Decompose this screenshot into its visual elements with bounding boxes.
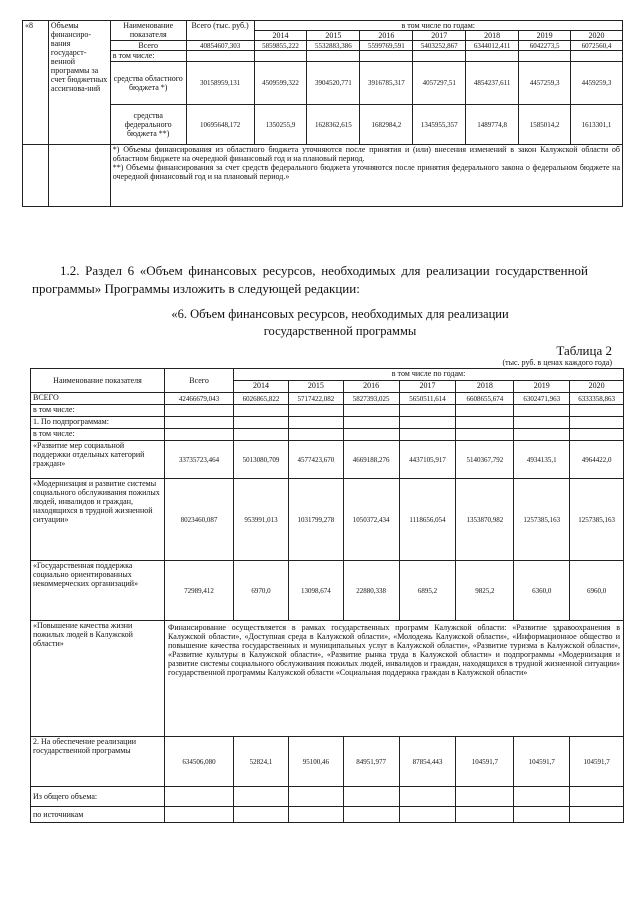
cell-value: 104591,7 xyxy=(570,737,624,787)
year-header: 2017 xyxy=(399,381,456,393)
year-header: 2016 xyxy=(360,31,413,41)
year-header: 2017 xyxy=(413,31,466,41)
cell-value: 6360,0 xyxy=(514,561,570,621)
cell-value: 6302471,963 xyxy=(514,393,570,405)
table-row xyxy=(31,621,624,737)
table-row xyxy=(31,393,624,405)
cell-value: 5717422,082 xyxy=(288,393,343,405)
cell-value: 5013080,709 xyxy=(234,441,289,479)
cell-value: 5140367,792 xyxy=(456,441,514,479)
amendment-paragraph: 1.2. Раздел 6 «Объем финансовых ресурсов, необходимых для реализации государственной программы» Программы изложить в следующей редакции: xyxy=(32,263,588,296)
cell-value: 95100,46 xyxy=(288,737,343,787)
table-row xyxy=(31,429,624,441)
year-header: 2019 xyxy=(519,31,571,41)
cell-value: 4964422,0 xyxy=(570,441,624,479)
table-row xyxy=(31,737,624,787)
row-label: Всего xyxy=(110,41,186,51)
cell-value: 87854,443 xyxy=(399,737,456,787)
cell-value: 52824,1 xyxy=(234,737,289,787)
row-label: в том числе: xyxy=(31,405,165,417)
table-row xyxy=(23,51,623,62)
cell-total: 40854607,303 xyxy=(186,41,254,51)
year-header: 2018 xyxy=(466,31,519,41)
cell-value: 1050372,434 xyxy=(343,479,399,561)
cell-value: 104591,7 xyxy=(514,737,570,787)
cell-value: 1585014,2 xyxy=(519,105,571,145)
financing-summary-table xyxy=(22,20,623,207)
cell-value: 104591,7 xyxy=(456,737,514,787)
row-label: 1. По подпрограммам: xyxy=(31,417,165,429)
cell-value: 6895,2 xyxy=(399,561,456,621)
cell-value: 4669188,276 xyxy=(343,441,399,479)
year-header: 2019 xyxy=(514,381,570,393)
header-indicator-name: Наименование показателя xyxy=(110,21,186,41)
cell-value: 84951,977 xyxy=(343,737,399,787)
year-header: 2020 xyxy=(571,31,623,41)
row-number: «8 xyxy=(23,21,49,145)
cell-value: 4057297,51 xyxy=(413,62,466,105)
row-label: Из общего объема: xyxy=(31,787,165,807)
table-row xyxy=(31,479,624,561)
financing-resources-table xyxy=(30,368,624,823)
row-label: «Повышение качества жизни пожилых людей в Калужской области» xyxy=(31,621,165,737)
table-row xyxy=(31,807,624,823)
cell-value: 1345955,357 xyxy=(413,105,466,145)
cell-value: 4934135,1 xyxy=(514,441,570,479)
cell-value: 6042273,5 xyxy=(519,41,571,51)
table-row xyxy=(31,405,624,417)
cell-value: 3916785,317 xyxy=(360,62,413,105)
row-label: по источникам xyxy=(31,807,165,823)
table-row xyxy=(31,561,624,621)
cell-value: 9825,2 xyxy=(456,561,514,621)
cell-value: 1682984,2 xyxy=(360,105,413,145)
table-row xyxy=(23,105,623,145)
cell-total: 8023460,087 xyxy=(165,479,234,561)
section-heading: «6. Объем финансовых ресурсов, необходимых для реализации государственной программы xyxy=(171,307,509,338)
cell-value: 5599769,591 xyxy=(360,41,413,51)
cell-value: 5650511,614 xyxy=(399,393,456,405)
table-row xyxy=(31,441,624,479)
elderly-financing-note: Финансирование осуществляется в рамках государственных программ Калужской области: «Развитие здравоохранения в Калужской области», «Доступная среда в Калужской области», «Молодежь Калужской области», «Информационное общество и повышение качества государственных и муниципальных услуг в Калужской области», «Развитие туризма в Калужской области», «Развитие культуры в Калужской области», «Развитие рынка труда в Калужской области» и подпрограммы «Модернизация и развитие системы социального обслуживания пожилых людей, инвалидов и граждан, находящихся в трудной жизненной ситуации» государственной программы Калужской области «Социальная поддержка граждан в Калужской области» xyxy=(165,621,624,737)
cell-value: 5403252,867 xyxy=(413,41,466,51)
footnotes xyxy=(110,145,622,207)
cell-value: 22880,338 xyxy=(343,561,399,621)
cell-value: 1353870,982 xyxy=(456,479,514,561)
cell-value: 1613301,1 xyxy=(571,105,623,145)
cell-value: 1118656,054 xyxy=(399,479,456,561)
year-header: 2015 xyxy=(307,31,360,41)
year-header: 2016 xyxy=(343,381,399,393)
header-total: Всего xyxy=(165,369,234,393)
cell-value: 1031799,278 xyxy=(288,479,343,561)
cell-value: 1489774,8 xyxy=(466,105,519,145)
cell-value: 6333358,863 xyxy=(570,393,624,405)
header-indicator-name: Наименование показателя xyxy=(31,369,165,393)
cell-total: 30158959,131 xyxy=(186,62,254,105)
cell-value: 4854237,611 xyxy=(466,62,519,105)
cell-value: 6026865,822 xyxy=(234,393,289,405)
cell-value: 3904520,771 xyxy=(307,62,360,105)
cell-value: 6344012,411 xyxy=(466,41,519,51)
year-header: 2014 xyxy=(234,381,289,393)
header-years-span: в том числе по годам: xyxy=(254,21,622,31)
cell-value: 1257385,163 xyxy=(570,479,624,561)
year-header: 2018 xyxy=(456,381,514,393)
cell-total: 42466679,043 xyxy=(165,393,234,405)
cell-value: 1350255,9 xyxy=(254,105,307,145)
cell-value: 4457259,3 xyxy=(519,62,571,105)
cell-value: 4437105,917 xyxy=(399,441,456,479)
footnote-regional: *) Объемы финансирования из областного бюджета уточняются после принятия и (или) внесения изменений в закон Калужской области об областном бюджете на очередной финансовый год и на плановый период. xyxy=(112,145,620,163)
row-label: «Государственная поддержка социально ориентированных некоммерческих организаций» xyxy=(31,561,165,621)
cell-total: 10695648,172 xyxy=(186,105,254,145)
cell-value: 1257385,163 xyxy=(514,479,570,561)
table-unit: (тыс. руб. в ценах каждого года) xyxy=(502,358,612,367)
row-label: средства федерального бюджета **) xyxy=(110,105,186,145)
cell-value: 4577423,670 xyxy=(288,441,343,479)
year-header: 2014 xyxy=(254,31,307,41)
cell-value: 6960,0 xyxy=(570,561,624,621)
cell-total: 634506,080 xyxy=(165,737,234,787)
cell-total: 72989,412 xyxy=(165,561,234,621)
cell-value: 1628362,615 xyxy=(307,105,360,145)
row-label: 2. На обеспечение реализации государственной программы xyxy=(31,737,165,787)
table-row xyxy=(23,41,623,51)
year-header: 2020 xyxy=(570,381,624,393)
table-label: Таблица 2 xyxy=(556,343,612,358)
cell-value: 6608655,674 xyxy=(456,393,514,405)
table-row xyxy=(23,62,623,105)
section-label: Объемы финансиро-вания государст-венной программы за счет бюджетных ассигнова-ний xyxy=(48,21,110,145)
cell-value: 5532883,386 xyxy=(307,41,360,51)
cell-value: 4509599,322 xyxy=(254,62,307,105)
table-row xyxy=(31,787,624,807)
row-label: ВСЕГО xyxy=(31,393,165,405)
row-label: в том числе: xyxy=(110,51,186,62)
cell-value: 5859855,222 xyxy=(254,41,307,51)
cell-value: 953991,013 xyxy=(234,479,289,561)
cell-value: 6072560,4 xyxy=(571,41,623,51)
cell-value: 6970,0 xyxy=(234,561,289,621)
header-years-span: в том числе по годам: xyxy=(234,369,624,381)
cell-value: 5827393,025 xyxy=(343,393,399,405)
cell-value: 4459259,3 xyxy=(571,62,623,105)
footnote-federal: **) Объемы финансирования за счет средств федерального бюджета уточняются после принятия федерального закона о федеральном бюджете на очередной финансовый год и на плановый период.» xyxy=(112,163,620,181)
year-header: 2015 xyxy=(288,381,343,393)
row-label: в том числе: xyxy=(31,429,165,441)
header-total: Всего (тыс. руб.) xyxy=(186,21,254,41)
row-label: средства областного бюджета *) xyxy=(110,62,186,105)
cell-value: 13098,674 xyxy=(288,561,343,621)
row-label: «Развитие мер социальной поддержки отдельных категорий граждан» xyxy=(31,441,165,479)
cell-total: 33735723,464 xyxy=(165,441,234,479)
table-row xyxy=(31,417,624,429)
row-label: «Модернизация и развитие системы социального обслуживания пожилых людей, инвалидов и граждан, находящихся в трудной жизненной ситуации» xyxy=(31,479,165,561)
